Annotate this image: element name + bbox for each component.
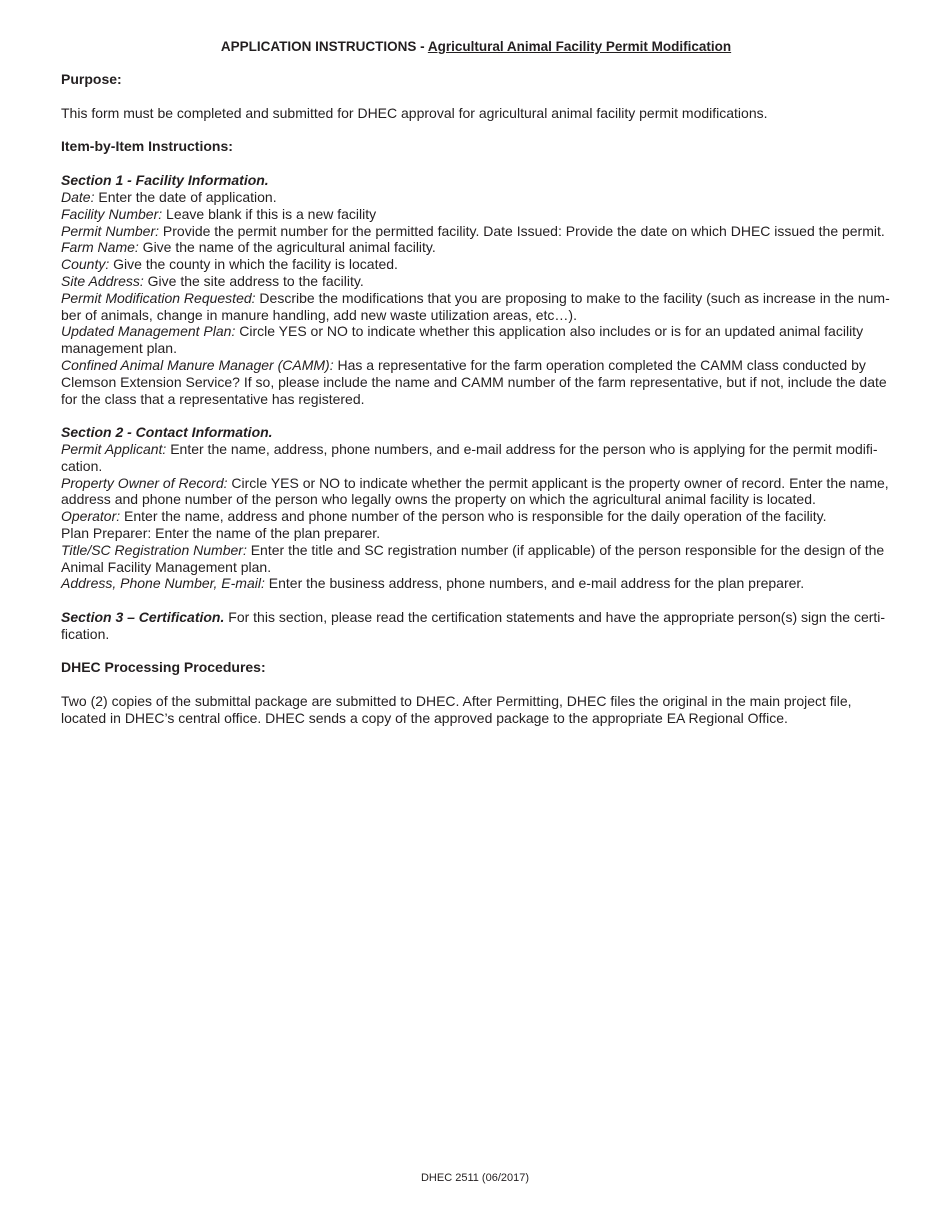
- item-label: Operator:: [61, 508, 121, 525]
- item-text: Give the county in which the facility is located.: [109, 256, 398, 273]
- title-prefix: APPLICATION INSTRUCTIONS -: [220, 39, 428, 54]
- processing-text: Two (2) copies of the submittal package are submitted to DHEC. After Permitting, DHEC files the original in the main project file, located in DHEC’s central office. DHEC sends a copy of the approved package to the appropriate EA Regional Office.: [61, 693, 852, 726]
- instruction-item: [61, 223, 891, 240]
- instruction-item: [61, 239, 891, 256]
- item-label: Confined Animal Manure Manager (CAMM):: [61, 356, 334, 373]
- instruction-item: [61, 357, 891, 407]
- instruction-item: [61, 323, 891, 357]
- item-label: Address, Phone Number, E-mail:: [61, 575, 265, 592]
- item-label: Site Address:: [61, 272, 144, 289]
- section3-heading: Section 3 – Certification.: [61, 608, 225, 625]
- item-label: Property Owner of Record:: [61, 474, 228, 491]
- instruction-item: [61, 189, 891, 206]
- title-underlined: Agricultural Animal Facility Permit Modification: [427, 39, 732, 54]
- item-text: Enter the name, address and phone number of the person who is responsible for the daily operation of the facility.: [120, 508, 827, 525]
- instruction-item: [61, 525, 891, 542]
- item-text: Enter the date of application.: [94, 188, 277, 205]
- item-text: Leave blank if this is a new facility: [162, 205, 377, 222]
- instruction-item: [61, 256, 891, 273]
- item-text: Circle YES or NO to indicate whether the permit applicant is the property owner of record. Enter the name, address and phone number of the person who legally owns the property on which the agricultural animal facility is located.: [61, 474, 889, 508]
- item-text: Plan Preparer: Enter the name of the plan preparer.: [61, 524, 381, 541]
- instruction-item: [61, 475, 891, 509]
- item-label: Facility Number:: [61, 205, 163, 222]
- item-label: Permit Applicant:: [61, 440, 167, 457]
- section2-heading: Section 2 - Contact Information.: [61, 424, 273, 441]
- purpose-heading: Purpose:: [61, 71, 122, 87]
- item-by-item-heading: Item-by-Item Instructions:: [61, 138, 233, 155]
- instruction-item: [61, 206, 891, 223]
- item-label: Title/SC Registration Number:: [61, 541, 247, 558]
- purpose-text: This form must be completed and submitted for DHEC approval for agricultural animal facility permit modifications.: [61, 104, 768, 121]
- instruction-item: [61, 508, 891, 525]
- section1-items: [61, 189, 891, 407]
- page-title: [61, 38, 891, 55]
- item-label: Farm Name:: [61, 239, 139, 256]
- item-label: Date:: [61, 188, 95, 205]
- item-text: Give the name of the agricultural animal facility.: [138, 239, 436, 256]
- section2-items: [61, 441, 891, 592]
- item-text: Give the site address to the facility.: [143, 272, 364, 289]
- item-label: County:: [61, 256, 110, 273]
- item-text: Describe the modifications that you are proposing to make to the facility (such as increase in the num-ber of animals, change in manure handling, add new waste utilization areas, etc…).: [61, 289, 890, 323]
- item-text: Enter the title and SC registration number (if applicable) of the person responsible for the design of the Animal Facility Management plan.: [61, 541, 885, 575]
- section3-text: For this section, please read the certification statements and have the appropriate person(s) sign the certi-fication.: [61, 608, 886, 642]
- instruction-item: [61, 441, 891, 475]
- form-number-footer: DHEC 2511 (06/2017): [420, 1172, 530, 1184]
- instruction-item: [61, 542, 891, 576]
- section1-heading: Section 1 - Facility Information.: [61, 172, 269, 189]
- item-label: Permit Modification Requested:: [61, 289, 256, 306]
- item-text: Provide the permit number for the permitted facility. Date Issued: Provide the date on which DHEC issued the permit.: [159, 222, 885, 239]
- item-label: Updated Management Plan:: [61, 323, 236, 340]
- instruction-item: [61, 290, 891, 324]
- instruction-item: [61, 273, 891, 290]
- item-text: Circle YES or NO to indicate whether this application also includes or is for an updated animal facility management plan.: [61, 323, 864, 357]
- processing-heading: DHEC Processing Procedures:: [61, 659, 266, 676]
- item-text: Enter the business address, phone numbers, and e-mail address for the plan preparer.: [264, 575, 805, 592]
- item-label: Permit Number:: [61, 222, 160, 239]
- instruction-item: [61, 575, 891, 592]
- item-text: Has a representative for the farm operation completed the CAMM class conducted by Clemson Extension Service? If so, please include the name and CAMM number of the farm representative, but if not, include the date for the class that a representative has registered.: [61, 356, 887, 407]
- instructions-page: [61, 38, 891, 727]
- item-text: Enter the name, address, phone numbers, and e-mail address for the person who is applying for the permit modifi-cation.: [61, 440, 878, 474]
- section3: [61, 609, 891, 643]
